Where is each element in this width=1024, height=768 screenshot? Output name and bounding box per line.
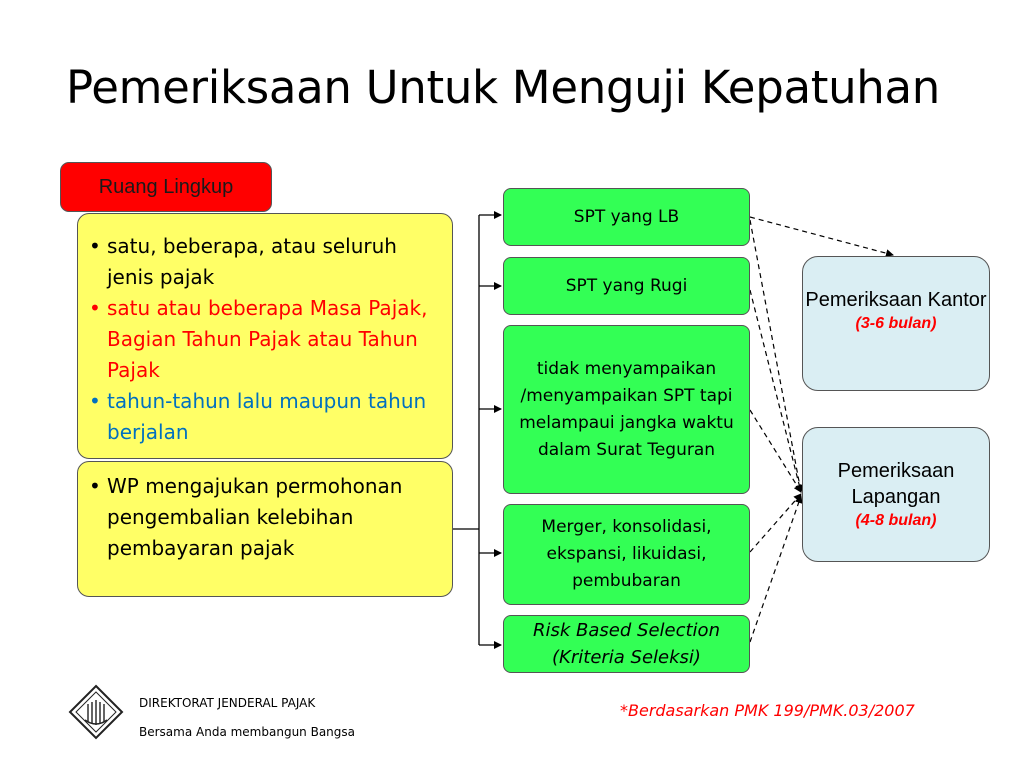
scope-item-years: • tahun-tahun lalu maupun tahun berjalan: [78, 386, 446, 448]
scope-item-tax-types: • satu, beberapa, atau seluruh jenis pajak: [78, 231, 446, 293]
audit-office-duration: (3-6 bulan): [855, 315, 937, 332]
audit-office: [802, 256, 990, 391]
footer-slogan: Bersama Anda membangun Bangsa: [139, 725, 356, 739]
audit-field-name: Pemeriksaan Lapangan: [837, 460, 955, 508]
criteria-merger: Merger, konsolidasi, ekspansi, likuidasi, pembubaran: [503, 504, 750, 605]
criteria-late-spt: tidak menyampaikan /menyampaikan SPT tapi melampaui jangka waktu dalam Surat Teguran: [503, 325, 750, 494]
regulation-note: *Berdasarkan PMK 199/PMK.03/2007: [620, 701, 915, 720]
audit-field: [802, 427, 990, 562]
audit-field-duration: (4-8 bulan): [855, 512, 937, 529]
applicant-item: • WP mengajukan permohonan pengembalian kelebihan pembayaran pajak: [78, 471, 442, 564]
scope-item-tax-periods: • satu atau beberapa Masa Pajak, Bagian Tahun Pajak atau Tahun Pajak: [78, 293, 446, 386]
criteria-risk-based: Risk Based Selection (Kriteria Seleksi): [503, 615, 750, 673]
scope-label: Ruang Lingkup: [60, 162, 272, 212]
djp-logo-icon: [68, 684, 124, 740]
criteria-spt-lb: SPT yang LB: [503, 188, 750, 246]
criteria-spt-rugi: SPT yang Rugi: [503, 257, 750, 315]
audit-office-name: Pemeriksaan Kantor: [805, 289, 987, 311]
slide-title: Pemeriksaan Untuk Menguji Kepatuhan: [66, 61, 941, 114]
footer-org: DIREKTORAT JENDERAL PAJAK: [139, 696, 316, 710]
